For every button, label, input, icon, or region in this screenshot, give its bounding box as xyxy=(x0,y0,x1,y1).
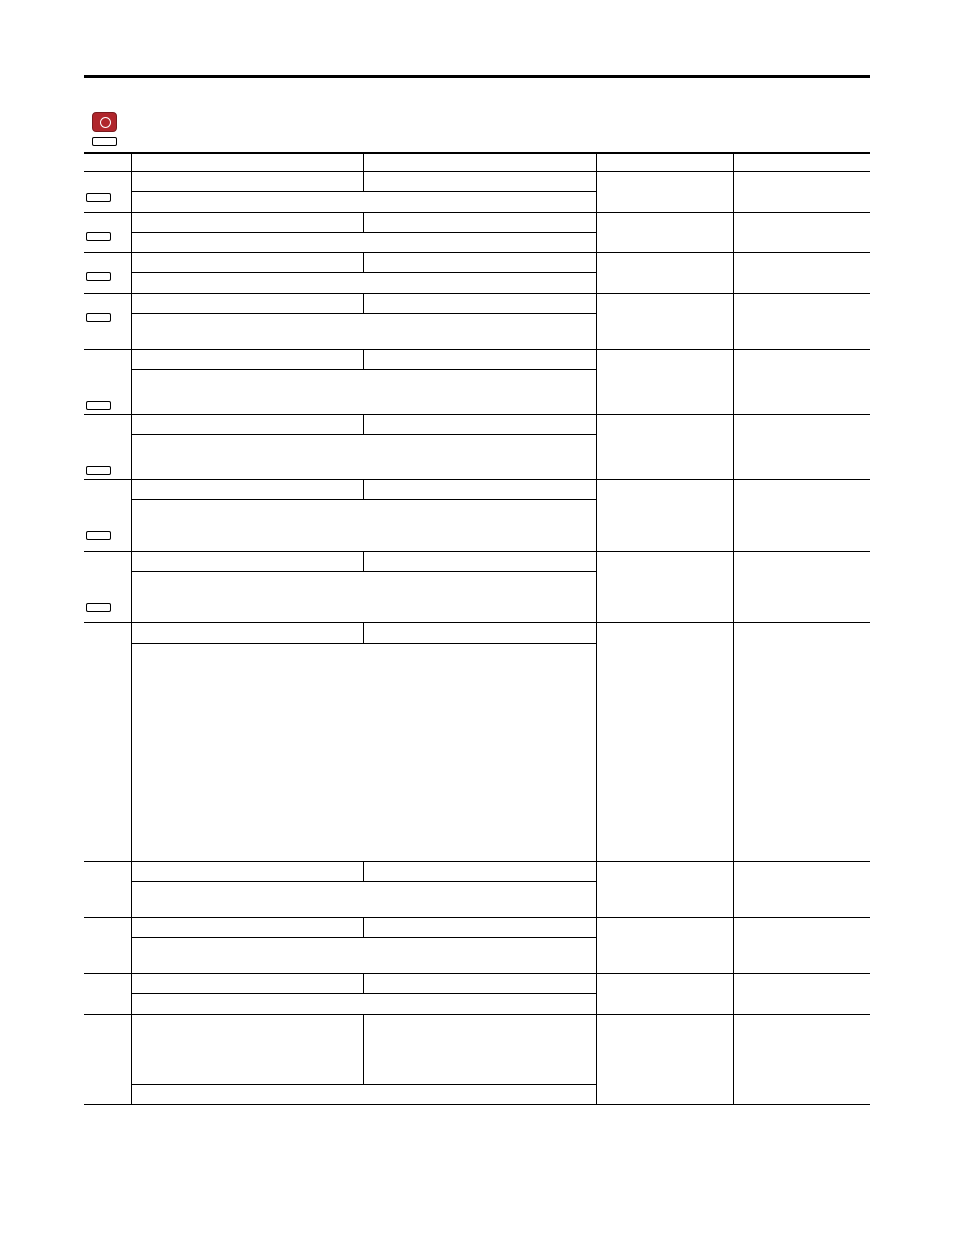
row-divider xyxy=(84,349,870,350)
file-box xyxy=(92,137,117,146)
description-divider xyxy=(596,1014,597,1104)
row-divider xyxy=(84,252,870,253)
related-divider xyxy=(733,479,734,551)
subrow-divider xyxy=(131,993,596,994)
description-divider xyxy=(596,252,597,293)
group-file-box xyxy=(86,313,111,322)
related-divider xyxy=(733,917,734,973)
description-divider xyxy=(596,861,597,917)
subrow-divider xyxy=(131,881,596,882)
related-divider xyxy=(733,349,734,414)
table-top-rule xyxy=(84,152,870,154)
group-file-box xyxy=(86,232,111,241)
name-values-divider xyxy=(363,252,364,272)
related-divider xyxy=(733,293,734,349)
subrow-divider xyxy=(131,499,596,500)
row-divider xyxy=(84,1014,870,1015)
name-values-divider xyxy=(363,861,364,881)
name-values-divider xyxy=(363,1014,364,1084)
description-divider xyxy=(596,622,597,861)
group-file-box xyxy=(86,272,111,281)
group-divider xyxy=(131,479,132,551)
name-values-divider xyxy=(363,622,364,643)
subrow-divider xyxy=(131,571,596,572)
row-divider xyxy=(84,551,870,552)
name-values-divider xyxy=(363,973,364,993)
subrow-divider xyxy=(131,369,596,370)
group-divider xyxy=(131,861,132,917)
group-divider xyxy=(131,1014,132,1104)
group-file-box xyxy=(86,193,111,202)
related-divider xyxy=(733,973,734,1014)
header-divider xyxy=(131,152,132,171)
subrow-divider xyxy=(131,434,596,435)
description-divider xyxy=(596,479,597,551)
name-values-divider xyxy=(363,414,364,434)
related-divider xyxy=(733,252,734,293)
subrow-divider xyxy=(131,272,596,273)
subrow-divider xyxy=(131,232,596,233)
related-divider xyxy=(733,414,734,479)
name-values-divider xyxy=(363,171,364,191)
subrow-divider xyxy=(131,643,596,644)
header-divider xyxy=(363,152,364,171)
name-values-divider xyxy=(363,349,364,369)
row-divider xyxy=(84,973,870,974)
related-divider xyxy=(733,212,734,252)
group-divider xyxy=(131,917,132,973)
related-divider xyxy=(733,551,734,622)
top-rule xyxy=(84,75,870,78)
description-divider xyxy=(596,212,597,252)
name-values-divider xyxy=(363,293,364,313)
group-file-box xyxy=(86,466,111,475)
group-divider xyxy=(131,622,132,861)
row-divider xyxy=(84,479,870,480)
group-file-box xyxy=(86,401,111,410)
row-divider xyxy=(84,861,870,862)
subrow-divider xyxy=(131,191,596,192)
header-bottom-rule xyxy=(84,171,870,172)
row-divider xyxy=(84,622,870,623)
description-divider xyxy=(596,171,597,212)
group-divider xyxy=(131,414,132,479)
group-file-box xyxy=(86,603,111,612)
row-divider xyxy=(84,414,870,415)
row-divider xyxy=(84,293,870,294)
row-divider xyxy=(84,212,870,213)
description-divider xyxy=(596,293,597,349)
related-divider xyxy=(733,622,734,861)
description-divider xyxy=(596,414,597,479)
table-bottom-rule xyxy=(84,1104,870,1105)
group-file-box xyxy=(86,531,111,540)
description-divider xyxy=(596,551,597,622)
subrow-divider xyxy=(131,937,596,938)
related-divider xyxy=(733,1014,734,1104)
description-divider xyxy=(596,349,597,414)
name-values-divider xyxy=(363,479,364,499)
subrow-divider xyxy=(131,1084,596,1085)
header-divider xyxy=(733,152,734,171)
description-divider xyxy=(596,917,597,973)
group-divider xyxy=(131,551,132,622)
name-values-divider xyxy=(363,917,364,937)
group-divider xyxy=(131,293,132,349)
header-divider xyxy=(596,152,597,171)
row-divider xyxy=(84,917,870,918)
subrow-divider xyxy=(131,313,596,314)
stop-sign-icon xyxy=(92,112,117,132)
name-values-divider xyxy=(363,212,364,232)
name-values-divider xyxy=(363,551,364,571)
group-divider xyxy=(131,349,132,414)
related-divider xyxy=(733,861,734,917)
related-divider xyxy=(733,171,734,212)
description-divider xyxy=(596,973,597,1014)
